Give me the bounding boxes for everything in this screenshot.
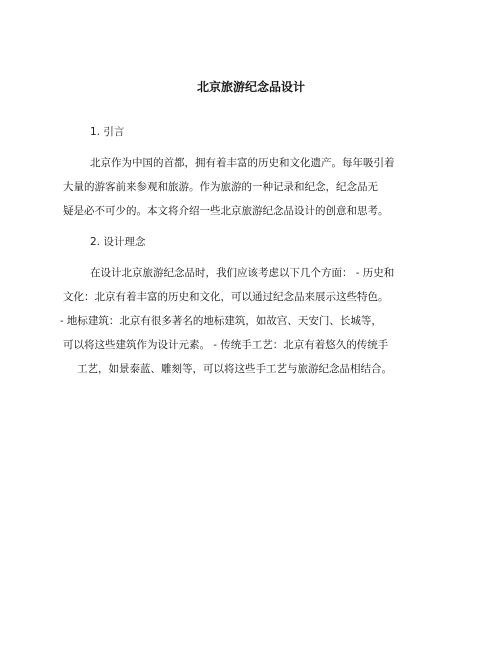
section-heading-design-concept: 2. 设计理念 (90, 236, 146, 248)
paragraph-line: 可以将这些建筑作为设计元素。 - 传统手工艺：北京有着悠久的传统手 (63, 339, 389, 351)
paragraph-line: 大量的游客前来参观和旅游。作为旅游的一种记录和纪念，纪念品无 (63, 181, 378, 193)
paragraph-line: 疑是必不可少的。本文将介绍一些北京旅游纪念品设计的创意和思考。 (63, 205, 389, 217)
paragraph-line: 文化：北京有着丰富的历史和文化，可以通过纪念品来展示这些特色。 (63, 291, 389, 303)
paragraph-line: - 地标建筑：北京有很多著名的地标建筑，如故宫、天安门、长城等， (60, 315, 382, 327)
document-title: 北京旅游纪念品设计 (196, 80, 305, 94)
paragraph-line: 工艺，如景泰蓝、雕刻等，可以将这些手工艺与旅游纪念品相结合。 (77, 363, 392, 375)
paragraph-line: 北京作为中国的首都，拥有着丰富的历史和文化遗产。每年吸引着 (90, 157, 395, 169)
section-heading-intro: 1. 引言 (90, 126, 125, 138)
paragraph-line: 在设计北京旅游纪念品时，我们应该考虑以下几个方面： - 历史和 (90, 267, 395, 279)
